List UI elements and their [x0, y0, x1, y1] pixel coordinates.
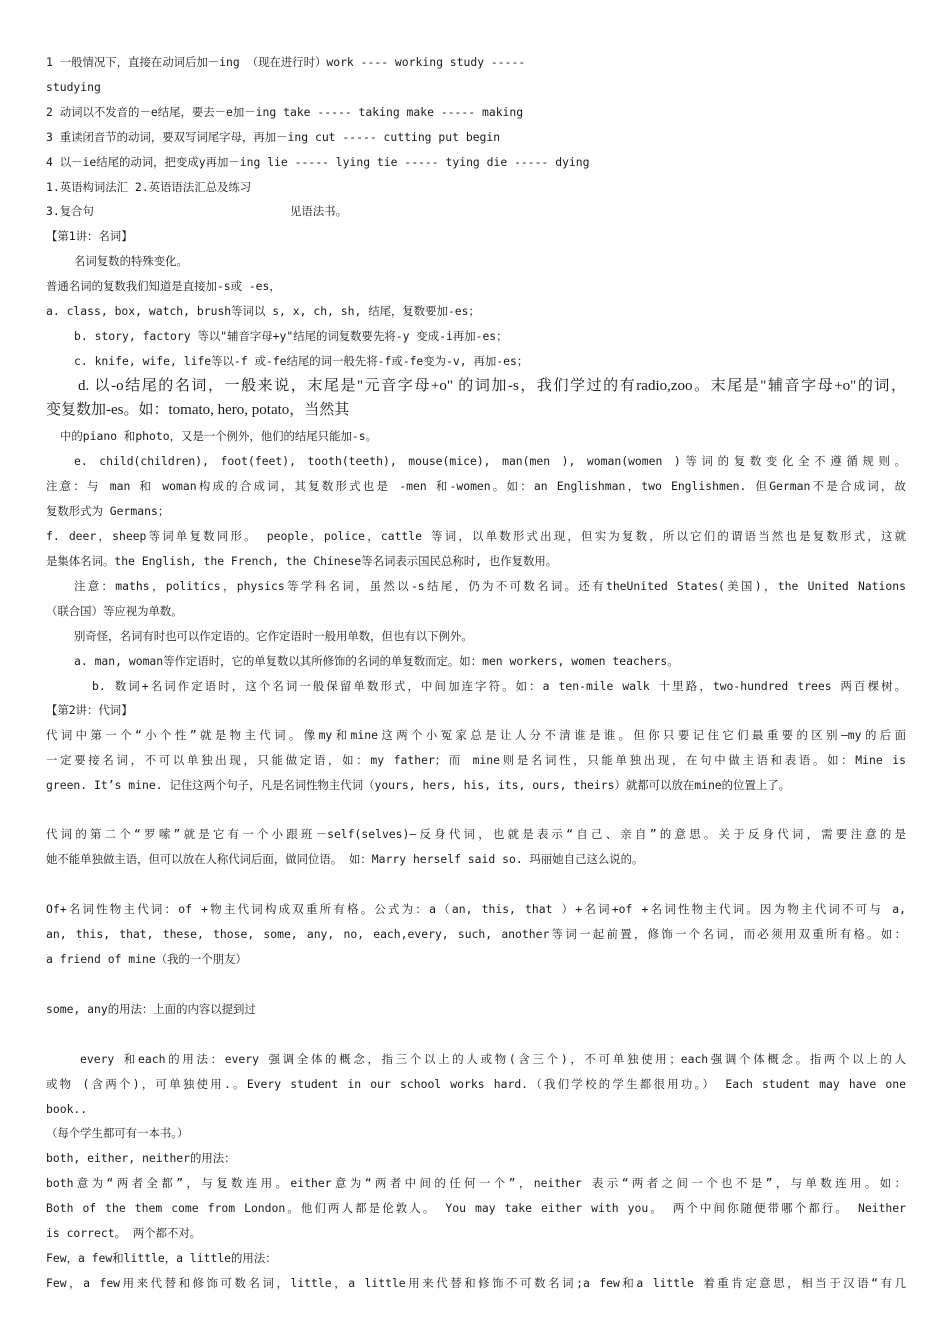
text-line: 别奇怪，名词有时也可以作定语的。它作定语时一般用单数，但也有以下例外。 [74, 629, 473, 643]
text-line: 是集体名词。the English, the French, the Chinese等名词表示国民总称时, 也作复数用。 [46, 554, 558, 568]
text-line: 3 重读闭音节的动词，要双写词尾字母，再加－ing cut ----- cutting put begin [46, 130, 501, 144]
section-heading: 【第2讲：代词】 [46, 703, 133, 717]
text-line: 普通名词的复数我们知道是直接加-s或 -es， [46, 279, 281, 293]
text-line: 一定要接名词，不可以单独出现，只能做定语，如：my father；而 mine则是名词性，只能单独出现，在句中做主语和表语。如：Mine is [46, 753, 906, 767]
text-line: b. 数词+名词作定语时，这个名词一般保留单数形式，中间加连字符。如：a ten-mile walk 十里路，two-hundred trees 两百棵树。 [92, 679, 906, 693]
text-line: Few，a few用来代替和修饰可数名词，little，a little用来代替和修饰不可数名词;a few和a little 着重肯定意思，相当于汉语“有几 [46, 1276, 906, 1290]
text-line: 2 动词以不发音的－e结尾，要去－e加－ing take ----- taking make ----- making [46, 105, 524, 119]
text-line: an, this, that, these, those, some, any, no, each,every, such, another等词一起前置，修饰一个名词，而必须用双重所有格。如： [46, 927, 906, 941]
text-line: 3.复合句 [46, 204, 94, 218]
text-line: c. knife, wife, life等以-f 或-fe结尾的词一般先将-f或-fe变为-v, 再加-es； [74, 354, 529, 368]
text-line: both, either, neither的用法： [46, 1151, 236, 1165]
text-line: 见语法书。 [290, 204, 347, 218]
text-line: d. 以-o结尾的名词，一般来说，末尾是"元音字母+o" 的词加-s，我们学过的有radio,zoo。末尾是"辅音字母+o"的词， [78, 378, 906, 394]
text-line: studying [46, 80, 101, 94]
text-line: Of+名词性物主代词：of +物主代词构成双重所有格。公式为：a（an, this, that ）+名词+of +名词性物主代词。因为物主代词不可与 a, [46, 902, 906, 916]
text-line: both意为“两者全都”，与复数连用。either意为“两者中间的任何一个”，neither 表示“两者之间一个也不是”，与单数连用。如： [46, 1176, 906, 1190]
text-line: 注意：maths，politics，physics等学科名词，虽然以-s结尾，仍为不可数名词。还有theUnited States(美国)，the United Nations [74, 579, 906, 593]
text-line: e. child(children), foot(feet), tooth(teeth), mouse(mice), man(men ), woman(women )等词的复数变化全不遵循规则。 [74, 454, 906, 468]
text-line: book.. [46, 1102, 88, 1116]
text-line: a. class, box, watch, brush等词以 s, x, ch, sh, 结尾，复数要加-es； [46, 304, 480, 318]
text-line: 代词中第一个“小个性”就是物主代词。像my和mine这两个小冤家总是让人分不清谁是谁。但你只要记住它们最重要的区别—my的后面 [46, 728, 906, 742]
text-line: a. man, woman等作定语时，它的单复数以其所修饰的名词的单复数而定。如：men workers, women teachers。 [74, 654, 679, 668]
text-line: （每个学生都可有一本书。） [46, 1126, 189, 1140]
text-line: 变复数加-es。如：tomato, hero, potato，当然其 [46, 402, 350, 418]
text-line: 复数形式为 Germans； [46, 504, 170, 518]
text-line: Both of the them come from London。他们两人都是伦敦人。 You may take either with you。 两个中间你随便带哪个都行。 Neither [46, 1201, 906, 1215]
text-line: some, any的用法：上面的内容以提到过 [46, 1002, 256, 1016]
text-line: f. deer，sheep等词单复数同形。 people，police，cattle 等词，以单数形式出现，但实为复数，所以它们的谓语当然也是复数形式，这就 [46, 529, 906, 543]
text-line: every 和each的用法：every 强调全体的概念，指三个以上的人或物(含三个)，不可单独使用；each强调个体概念。指两个以上的人 [80, 1052, 906, 1066]
text-line: Few，a few和little，a little的用法： [46, 1251, 277, 1265]
text-line: 1 一般情况下，直接在动词后加－ing （现在进行时）work ---- working study ----- [46, 55, 526, 69]
text-line: 她不能单独做主语，但可以放在人称代词后面，做同位语。 如：Marry herself said so. 玛丽她自己这么说的。 [46, 852, 644, 866]
text-line: （联合国）等应视为单数。 [46, 604, 183, 618]
text-line: 1.英语构词法汇 2.英语语法汇总及练习 [46, 180, 252, 194]
text-line: 中的piano 和photo，又是一个例外，他们的结尾只能加-s。 [60, 429, 377, 443]
text-line: 或物 (含两个)，可单独使用.。Every student in our school works hard.（我们学校的学生都很用功。） Each student may have one [46, 1077, 906, 1091]
text-line: 注意：与 man 和 woman构成的合成词，其复数形式也是 -men 和-women。如：an Englishman，two Englishmen. 但German不是合成词，故 [46, 479, 906, 493]
text-line: a friend of mine（我的一个朋友） [46, 952, 247, 966]
text-line: 4 以－ie结尾的动词，把变成y再加－ing lie ----- lying tie ----- tying die ----- dying [46, 155, 590, 169]
text-line: is correct。 两个都不对。 [46, 1226, 202, 1240]
text-line: 代词的第二个“罗嗦”就是它有一个小跟班－self(selves)—反身代词，也就是表示“自己、亲自”的意思。关于反身代词，需要注意的是 [46, 827, 906, 841]
text-line: 名词复数的特殊变化。 [74, 254, 188, 268]
section-heading: 【第1讲：名词】 [46, 229, 133, 243]
text-line: green. It’s mine. 记住这两个句子，凡是名词性物主代词（yours, hers, his, its, ours, theirs）就都可以放在mine的位置上了。 [46, 778, 791, 792]
text-line: b. story, factory 等以"辅音字母+y"结尾的词复数要先将-y 变成-i再加-es； [74, 329, 508, 343]
